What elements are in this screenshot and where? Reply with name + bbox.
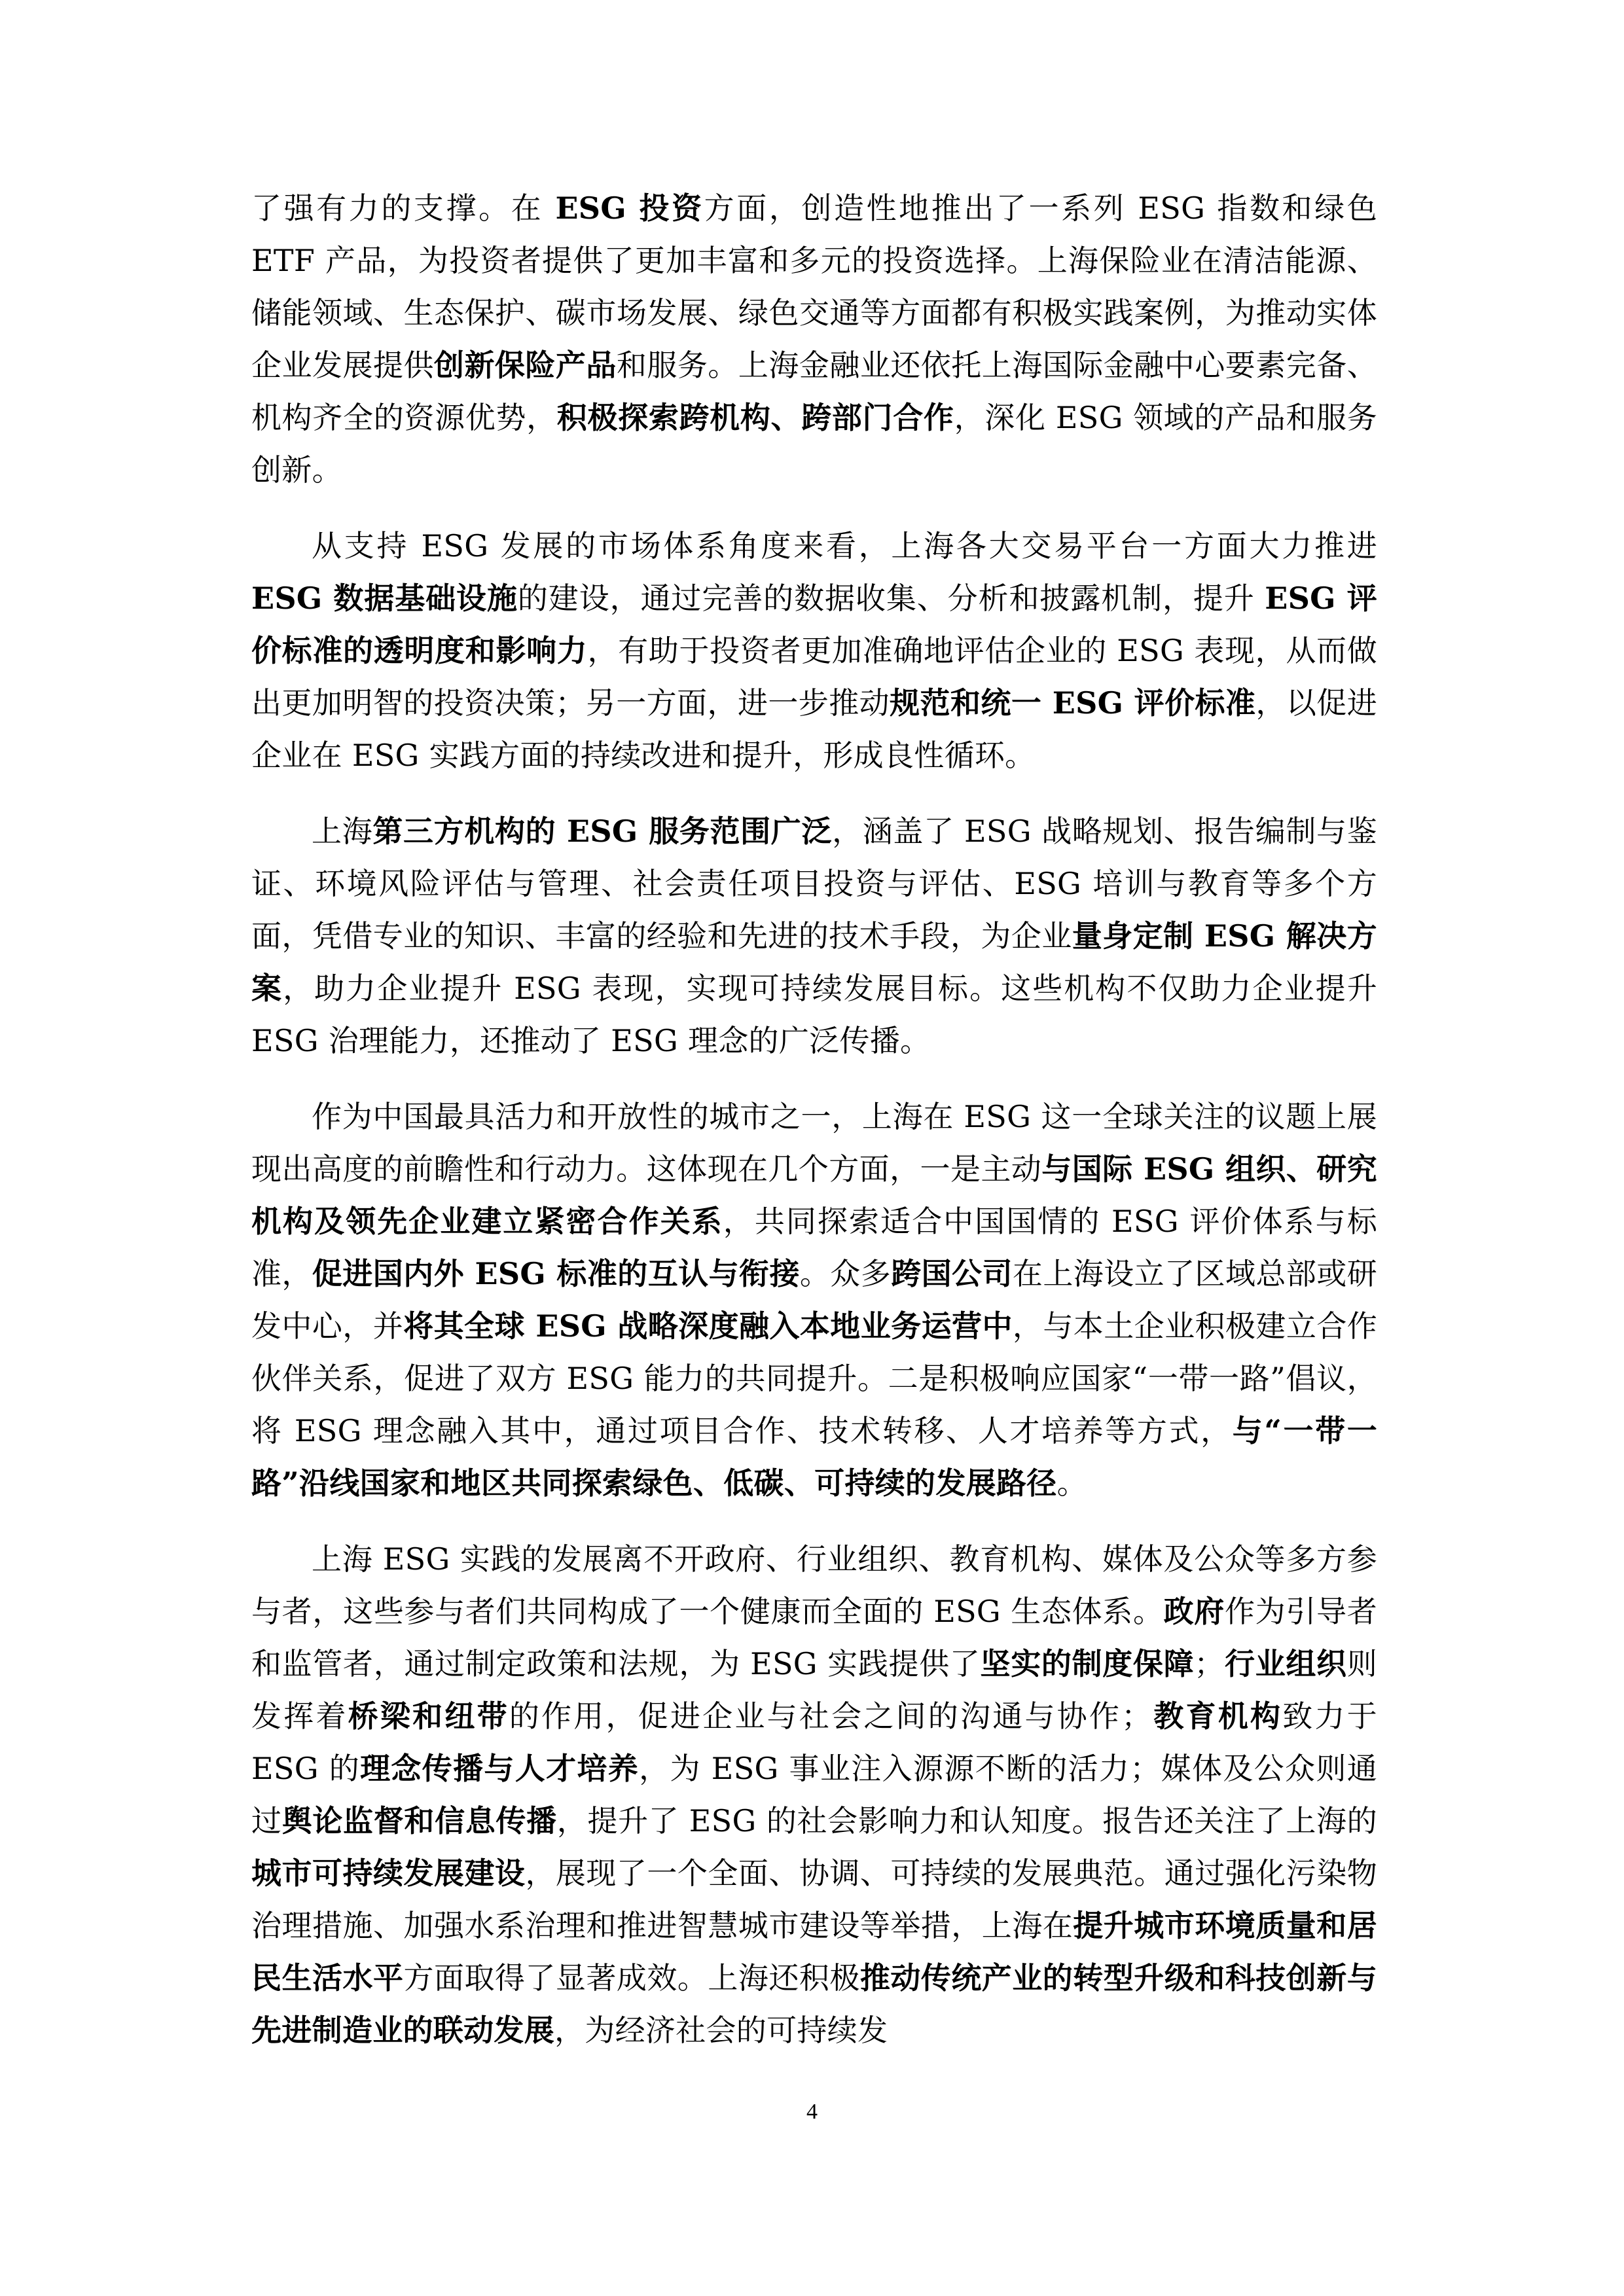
bold-text-run: 行业组织 [1224,1646,1347,1681]
paragraph [251,805,1377,1067]
body-text [251,182,1377,2080]
text-run: ，助力企业提升 ESG 表现，实现可持续发展目标。这些机构不仅助力企业提升 ESG 治理能力，还推动了 ESG 理念的广泛传播。 [251,971,1377,1058]
text-run: ，涵盖了 ESG 战略规划、报告编制与鉴证、环境风险评估与管理、社会责任项目投资与评估、ESG 培训与教育等多个方面，凭借专业的知识、丰富的经验和先进的技术手段，为企业 [251,814,1377,954]
text-run: 从支持 ESG 发展的市场体系角度来看，上海各大交易平台一方面大力推进 [312,528,1377,564]
bold-text-run: 将其全球 ESG 战略深度融入本地业务运营中 [403,1308,1013,1344]
text-run: 作为中国最具活力和开放性的城市之一，上海在 ESG 这一全球关注的议题上展现出高度的前瞻性和行动力。这体现在几个方面，一是主动 [251,1099,1377,1187]
text-run: ，提升了 ESG 的社会影响力和认知度。报告还关注了上海的 [556,1803,1377,1839]
bold-text-run: 教育机构 [1151,1698,1283,1734]
paragraph [251,182,1377,496]
bold-text-run: 创新保险产品 [433,348,617,383]
text-run: 在上海设立了区域总部或研发中心，并 [251,1256,1377,1344]
bold-text-run: 坚实的制度保障 [980,1646,1195,1681]
text-run: 上海 ESG 实践的发展离不开政府、行业组织、教育机构、媒体及公众等多方参与者，这些参与者们共同构成了一个健康而全面的 ESG 生态体系。 [251,1541,1377,1629]
text-run: ，展现了一个全面、协调、可持续的发展典范。通过强化污染物治理措施、加强水系治理和推进智慧城市建设等举措，上海在 [251,1856,1378,1943]
text-run: ，为经济社会的可持续发 [554,2013,888,2048]
bold-text-run: 量身定制 ESG 解决方案 [251,918,1377,1006]
bold-text-run: 跨国公司 [891,1256,1013,1291]
text-run: ，与本土企业积极建立合作伙伴关系，促进了双方 ESG 能力的共同提升。二是积极响应国家“一带一路”倡议，将 ESG 理念融入其中，通过项目合作、技术转移、人才培养等方式， [251,1308,1377,1448]
text-run: 。 [1056,1465,1087,1501]
text-run: 方面取得了显著成效。上海还积极 [403,1960,860,1996]
bold-text-run: 舆论监督和信息传播 [281,1803,557,1839]
text-run: 的建设，通过完善的数据收集、分析和披露机制，提升 [517,581,1265,616]
text-run: 的作用，促进企业与社会之间的沟通与协作； [509,1698,1152,1734]
text-run: ，为 ESG 事业注入源源不断的活力；媒体及公众则通过 [251,1751,1377,1839]
page-number: 4 [806,2100,818,2124]
bold-text-run: ESG 评价标准的透明度和影响力 [251,581,1377,668]
text-run: 。众多 [799,1256,892,1291]
text-run: 上海 [312,814,373,849]
text-run: 作为引导者和监管者，通过制定政策和法规，为 ESG 实践提供了 [251,1594,1377,1681]
text-run: 致力于 ESG 的 [251,1698,1378,1786]
text-run: 和服务。上海金融业还依托上海国际金融中心要素完备、机构齐全的资源优势， [251,348,1377,435]
bold-text-run: 规范和统一 ESG 评价标准 [890,685,1256,721]
paragraph [251,1533,1377,2056]
bold-text-run: 提升城市环境质量和居民生活水平 [251,1908,1378,1996]
bold-text-run: 桥梁和纽带 [348,1698,509,1734]
bold-text-run: 城市可持续发展建设 [251,1856,526,1891]
text-run: ，共同探索适合中国国情的 ESG 评价体系与标准， [251,1204,1378,1291]
text-run: 了强有力的支撑。在 [251,190,556,226]
bold-text-run: ESG 投资 [555,190,704,226]
bold-text-run: 与“一带一路”沿线国家和地区共同探索绿色、低碳、可持续的发展路径 [251,1413,1377,1501]
text-run: ； [1194,1646,1225,1681]
text-run: ，以促进企业在 ESG 实践方面的持续改进和提升，形成良性循环。 [251,685,1378,773]
text-run: 方面，创造性地推出了一系列 ESG 指数和绿色 ETF 产品，为投资者提供了更加丰富和多元的投资选择。上海保险业在清洁能源、储能领域、生态保护、碳市场发展、绿色交通等方面都有积极实践案例，为推动实体企业发展提供 [251,190,1377,383]
bold-text-run: 第三方机构的 ESG 服务范围广泛 [372,814,833,849]
bold-text-run: 促进国内外 ESG 标准的互认与衔接 [312,1256,800,1291]
paragraph [251,520,1377,781]
bold-text-run: ESG 数据基础设施 [251,581,518,616]
bold-text-run: 与国际 ESG 组织、研究机构及领先企业建立紧密合作关系 [251,1151,1377,1239]
bold-text-run: 推动传统产业的转型升级和科技创新与先进制造业的联动发展 [251,1960,1378,2048]
bold-text-run: 政府 [1163,1594,1225,1629]
text-run: 则发挥着 [251,1646,1377,1734]
paragraph [251,1090,1377,1509]
text-run: ，有助于投资者更加准确地评估企业的 ESG 表现，从而做出更加明智的投资决策；另一方面，进一步推动 [251,633,1377,721]
bold-text-run: 积极探索跨机构、跨部门合作 [556,400,954,435]
bold-text-run: 理念传播与人才培养 [360,1751,640,1786]
text-run: ，深化 ESG 领域的产品和服务创新。 [251,400,1378,488]
